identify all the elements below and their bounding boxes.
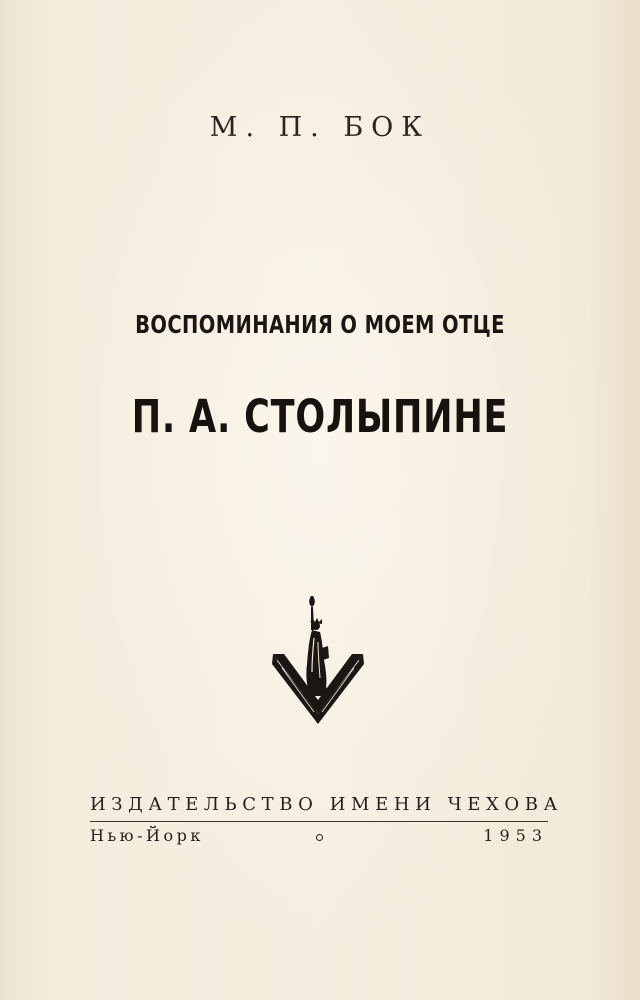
author-name: М. П. БОК	[209, 112, 431, 143]
divider-rule	[90, 821, 548, 822]
publication-city: Нью-Йорк	[90, 826, 204, 845]
book-subtitle: ВОСПОМИНАНИЯ О МОЕМ ОТЦЕ	[135, 310, 505, 339]
publication-year: 1953	[483, 826, 548, 845]
publisher-name: ИЗДАТЕЛЬСТВО ИМЕНИ ЧЕХОВА	[90, 794, 563, 815]
book-title: П. А. СТОЛЫПИНЕ	[131, 390, 509, 443]
imprint-line	[90, 826, 548, 850]
separator-dot-icon	[316, 834, 323, 841]
statue-of-liberty-open-book-icon	[270, 592, 366, 728]
